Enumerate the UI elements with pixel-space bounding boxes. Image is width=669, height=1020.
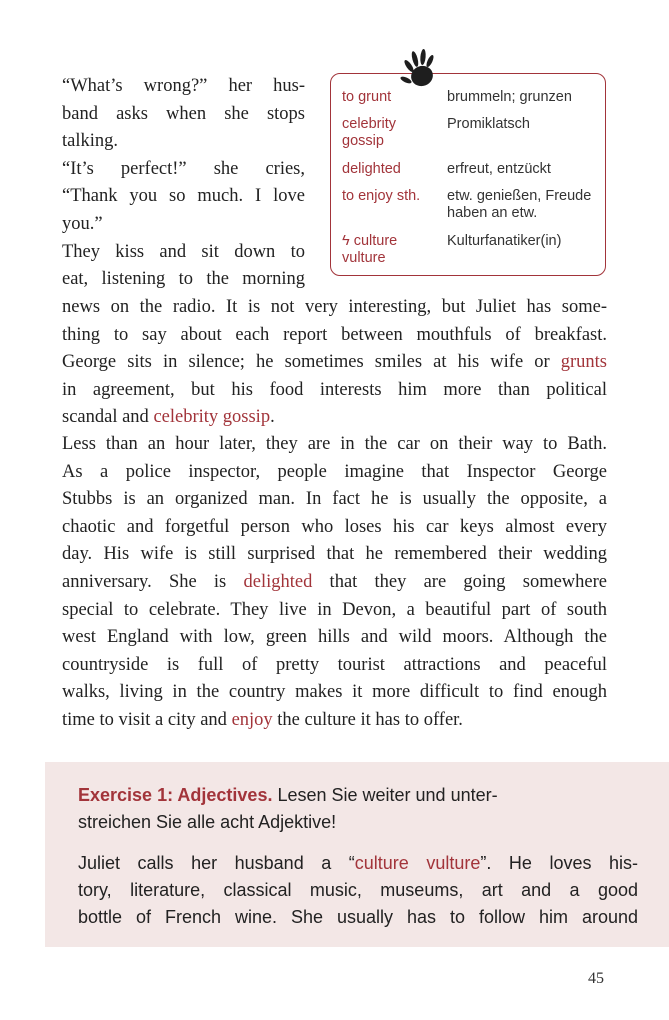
exercise-line: tory, literature, classical music, museums, art and a good — [78, 880, 638, 900]
vocab-highlight-grunts: grunts — [560, 352, 607, 373]
vocab-definition: brummeln; grunzen — [447, 89, 572, 105]
vocab-highlight-culture-vulture: culture vulture — [354, 853, 481, 873]
story-line: walks, living in the country makes it more difficult to find enough — [62, 682, 607, 703]
story-line: scandal and celebrity gossip. — [62, 407, 275, 428]
story-line: countryside is full of pretty tourist attractions and peaceful — [62, 654, 607, 675]
story-line: They kiss and sit down to — [62, 241, 305, 262]
story-line: you.” — [62, 213, 103, 234]
story-line: time to visit a city and enjoy the culture it has to offer. — [62, 709, 463, 730]
exercise-box — [45, 762, 669, 947]
hand-print-icon — [398, 48, 438, 90]
vocab-definition: etw. genießen, Freude haben an etw. — [447, 188, 592, 221]
story-line: eat, listening to the morning — [62, 269, 305, 290]
story-line: thing to say about each report between mouthfuls of breakfast. — [62, 324, 607, 345]
story-paragraph-2 — [62, 431, 607, 735]
story-line: talking. — [62, 131, 119, 152]
story-line: news on the radio. It is not very interesting, but Juliet has some- — [62, 297, 607, 317]
exercise-instruction: streichen Sie alle acht Adjektive! — [78, 812, 337, 832]
vocab-highlight-celebrity-gossip: celebrity gossip — [153, 407, 271, 428]
vocab-term: celebrity gossip — [342, 116, 396, 149]
story-paragraph-1 — [62, 294, 607, 432]
vocab-highlight-enjoy: enjoy — [231, 709, 273, 730]
exercise-text: Juliet calls her husband a “culture vulture”. He loves his- tory, literature, classical music, museums, art and a good bottle of French wine. She usually has to follow him around — [78, 850, 638, 931]
vocab-definition: Kulturfanatiker(in) — [447, 233, 562, 249]
vocab-highlight-delighted: delighted — [243, 571, 313, 592]
exercise-heading — [78, 782, 638, 836]
exercise-line: bottle of French wine. She usually has to follow him around — [78, 907, 638, 927]
vocab-definition: Promiklatsch — [447, 116, 530, 132]
story-line: Stubbs is an organized man. In fact he is usually the opposite, a — [62, 489, 607, 510]
story-line: chaotic and forgetful person who loses his car keys almost every — [62, 516, 607, 537]
story-line: band asks when she stops — [62, 103, 305, 124]
story-intro — [62, 73, 305, 294]
exercise-title: Exercise 1: Adjectives. — [78, 785, 273, 805]
story-line: George sits in silence; he sometimes smiles at his wife or grunts — [62, 352, 607, 373]
vocab-term: delighted — [342, 161, 401, 177]
vocab-term: ϟ culture vulture — [342, 233, 398, 266]
story-line: “It’s perfect!” she cries, — [62, 158, 305, 179]
story-line: day. His wife is still surprised that he remembered their wedding — [62, 544, 607, 565]
vocab-term: to grunt — [342, 89, 392, 105]
story-line: special to celebrate. They live in Devon, a beautiful part of south — [62, 599, 607, 620]
story-line: in agreement, but his food interests him more than political — [62, 379, 607, 400]
vocab-term: to enjoy sth. — [342, 188, 421, 204]
vocab-definition: erfreut, entzückt — [447, 161, 551, 177]
story-line: anniversary. She is delighted that they are going somewhere — [62, 571, 607, 592]
story-line: west England with low, green hills and wild moors. Although the — [62, 627, 607, 648]
story-line: “What’s wrong?” her hus- — [62, 76, 305, 96]
page-number: 45 — [588, 970, 604, 987]
story-line: As a police inspector, people imagine that Inspector George — [62, 461, 607, 482]
story-line: Less than an hour later, they are in the car on their way to Bath. — [62, 434, 607, 454]
story-line: “Thank you so much. I love — [62, 186, 305, 207]
exercise-instruction: Lesen Sie weiter und unter- — [272, 785, 498, 805]
vocabulary-box — [330, 73, 606, 276]
